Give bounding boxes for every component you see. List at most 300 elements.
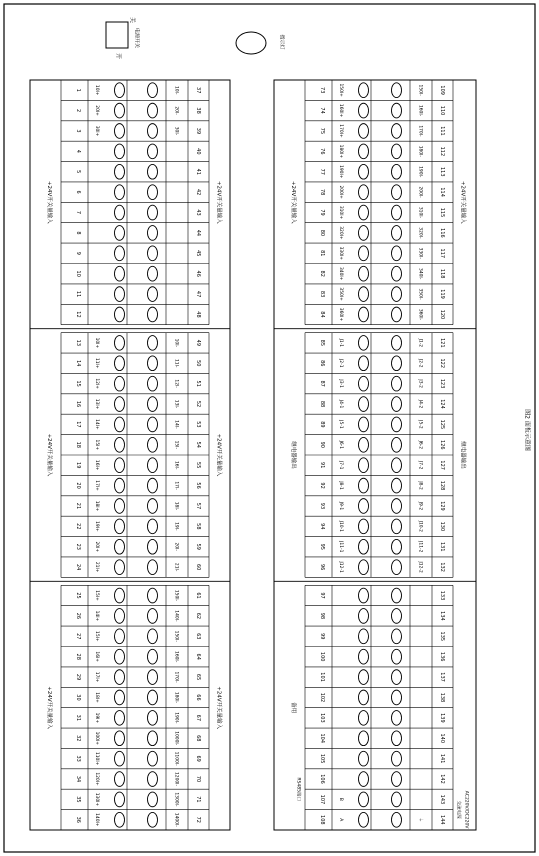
indicator-lamp <box>236 32 266 54</box>
terminal-screw <box>392 772 402 787</box>
terminal-screw <box>115 164 125 179</box>
terminal-screw <box>392 144 402 159</box>
terminal-number: 23 <box>75 543 81 550</box>
terminal-number: 18 <box>75 441 81 448</box>
terminal-number: 143 <box>439 794 445 805</box>
signal-label: 19I+ <box>94 521 99 532</box>
signal-label: 140I+ <box>94 813 99 827</box>
terminal-number: 63 <box>195 633 201 640</box>
terminal-number: 53 <box>195 421 201 428</box>
terminal-number: 72 <box>195 816 201 823</box>
terminal-number: 130 <box>439 521 445 532</box>
terminal-number: 12 <box>75 311 81 318</box>
signal-label: J9-2 <box>417 501 423 511</box>
group-title: +24V开关量输入 <box>46 180 52 224</box>
terminal-screw <box>359 588 369 603</box>
terminal-number: 49 <box>195 339 201 347</box>
terminal-screw <box>148 356 158 371</box>
terminal-screw <box>359 437 369 452</box>
terminal-screw <box>392 226 402 241</box>
signal-label: 120I+ <box>94 772 99 786</box>
terminal-screw <box>148 185 158 200</box>
signal-label: 170I+ <box>338 124 343 138</box>
terminal-screw <box>359 458 369 473</box>
terminal-screw <box>359 356 369 371</box>
terminal-screw <box>392 629 402 644</box>
terminal-screw <box>148 751 158 766</box>
terminal-number: 39 <box>195 127 201 135</box>
terminal-screw <box>392 519 402 534</box>
signal-label: 14I- <box>173 420 179 429</box>
signal-label: J11-2 <box>417 541 423 553</box>
signal-label: J3-2 <box>417 379 423 388</box>
terminal-screw <box>392 164 402 179</box>
terminal-number: 17 <box>75 421 81 428</box>
terminal-number: 64 <box>195 653 201 660</box>
power-switch <box>106 22 128 48</box>
terminal-number: 111 <box>439 126 445 136</box>
signal-label: 17I+ <box>94 480 99 491</box>
signal-label: 100I+ <box>94 731 99 745</box>
terminal-number: 37 <box>195 87 201 94</box>
signal-label: 160I- <box>173 651 179 663</box>
terminal-number: 112 <box>439 146 445 157</box>
terminal-screw <box>392 124 402 139</box>
terminal-screw <box>148 812 158 827</box>
signal-label: 1000I- <box>173 731 179 746</box>
terminal-screw <box>359 266 369 281</box>
terminal-screw <box>392 711 402 726</box>
terminal-screw <box>115 437 125 452</box>
signal-label: 16I+ <box>94 459 99 471</box>
terminal-screw <box>115 609 125 624</box>
terminal-number: 32 <box>75 735 81 742</box>
terminal-screw <box>115 226 125 241</box>
signal-label: 13I+ <box>94 398 99 410</box>
terminal-number: 91 <box>319 462 325 469</box>
terminal-screw <box>392 205 402 220</box>
terminal-screw <box>392 185 402 200</box>
signal-label: 360I- <box>417 308 423 321</box>
terminal-number: 99 <box>319 633 325 640</box>
upper_panel-group_b <box>46 333 224 578</box>
terminal-number: 96 <box>319 563 325 571</box>
terminal-number: 48 <box>195 311 201 318</box>
terminal-number: 33 <box>75 755 81 762</box>
signal-label: J7-2 <box>417 460 423 470</box>
terminal-number: 86 <box>319 360 325 367</box>
terminal-number: 118 <box>439 268 445 279</box>
signal-label: J2-2 <box>417 359 423 368</box>
signal-label: 180I- <box>417 145 423 157</box>
signal-label: 180I+ <box>338 144 343 159</box>
switch-on-label: 开 <box>114 52 122 60</box>
signal-label: 170I- <box>173 671 179 683</box>
terminal-screw <box>359 670 369 685</box>
signal-label: 30I- <box>173 126 179 136</box>
terminal-number: 139 <box>439 713 445 723</box>
terminal-screw <box>392 417 402 432</box>
signal-label: 150I- <box>417 84 423 96</box>
terminal-number: 120 <box>439 309 445 320</box>
signal-label: 200I- <box>417 186 423 198</box>
terminal-screw <box>115 417 125 432</box>
terminal-number: 138 <box>439 692 445 703</box>
terminal-number: 80 <box>319 229 325 237</box>
terminal-screw <box>392 539 402 554</box>
terminal-screw <box>148 287 158 302</box>
signal-label: 20I+ <box>94 105 99 116</box>
signal-label: 19I- <box>173 522 179 531</box>
terminal-number: 122 <box>439 358 445 369</box>
terminal-screw <box>359 560 369 575</box>
lower-terminal-panel <box>274 80 476 830</box>
terminal-number: 51 <box>195 380 201 387</box>
signal-label: J8-1 <box>338 481 343 490</box>
signal-label: 11I- <box>173 359 179 368</box>
terminal-number: 44 <box>195 229 201 237</box>
terminal-number: 1 <box>75 88 81 92</box>
terminal-screw <box>115 144 125 159</box>
terminal-number: 46 <box>195 270 201 277</box>
signal-label: 15I+ <box>94 590 99 601</box>
terminal-screw <box>148 629 158 644</box>
terminal-number: 97 <box>319 592 325 599</box>
signal-label: 150I- <box>173 589 179 602</box>
signal-label: 160I- <box>417 104 423 117</box>
terminal-number: 131 <box>439 541 445 552</box>
terminal-number: 101 <box>319 672 325 682</box>
terminal-number: 141 <box>439 753 445 764</box>
terminal-number: 3 <box>75 129 81 133</box>
terminal-number: 71 <box>195 796 201 803</box>
terminal-number: 128 <box>439 480 445 491</box>
signal-label: 360I+ <box>338 307 343 322</box>
signal-label: 13I- <box>173 399 179 409</box>
terminal-screw <box>359 185 369 200</box>
signal-label: J5-1 <box>338 420 343 429</box>
signal-label: ⏚ <box>417 817 423 823</box>
terminal-number: 114 <box>439 187 445 197</box>
terminal-number: 106 <box>319 774 325 784</box>
terminal-screw <box>148 437 158 452</box>
terminal-number: 136 <box>439 651 445 662</box>
terminal-number: 31 <box>75 714 81 722</box>
signal-label: 200I+ <box>338 185 343 199</box>
terminal-screw <box>359 609 369 624</box>
switch-name: 电源开关 <box>133 27 140 49</box>
terminal-screw <box>115 307 125 322</box>
terminal-screw <box>115 772 125 787</box>
terminal-screw <box>148 417 158 432</box>
signal-label: 130I+ <box>94 792 99 807</box>
terminal-number: 68 <box>195 735 201 742</box>
terminal-number: 21 <box>75 502 81 510</box>
signal-label: J9-1 <box>338 501 343 511</box>
terminal-screw <box>359 246 369 261</box>
terminal-screw <box>359 792 369 807</box>
terminal-screw <box>115 246 125 261</box>
terminal-number: 34 <box>75 775 81 783</box>
terminal-number: 94 <box>319 523 325 530</box>
signal-label: 17I+ <box>94 671 99 683</box>
signal-label: 14I+ <box>94 419 99 430</box>
signal-label: 110I+ <box>94 751 99 766</box>
terminal-screw <box>359 690 369 705</box>
terminal-screw <box>359 731 369 746</box>
terminal-screw <box>115 711 125 726</box>
terminal-number: 67 <box>195 714 201 722</box>
terminal-screw <box>359 478 369 493</box>
terminal-number: 105 <box>319 753 325 764</box>
terminal-number: 28 <box>75 653 81 660</box>
terminal-screw <box>359 287 369 302</box>
terminal-screw <box>115 376 125 391</box>
terminal-screw <box>148 539 158 554</box>
terminal-number: 140 <box>439 733 445 744</box>
terminal-screw <box>392 751 402 766</box>
terminal-number: 76 <box>319 148 325 155</box>
terminal-number: 108 <box>319 815 325 825</box>
terminal-number: 41 <box>195 168 201 175</box>
signal-label: 140I- <box>173 610 179 622</box>
caption-group <box>524 409 532 451</box>
terminal-screw <box>392 376 402 391</box>
terminal-number: 69 <box>195 755 201 762</box>
terminal-number: 102 <box>319 692 325 703</box>
signal-label: 350I- <box>417 288 423 300</box>
terminal-screw <box>148 649 158 664</box>
terminal-screw <box>359 83 369 98</box>
terminal-number: 30 <box>75 694 81 701</box>
top-controls <box>106 17 286 59</box>
signal-label: 190I+ <box>338 165 343 179</box>
terminal-screw <box>392 458 402 473</box>
terminal-screw <box>148 458 158 473</box>
lamp-name: 指示灯 <box>278 34 285 50</box>
terminal-screw <box>392 83 402 98</box>
terminal-number: 16 <box>75 400 81 408</box>
terminal-screw <box>359 226 369 241</box>
terminal-screw <box>392 437 402 452</box>
terminal-screw <box>359 499 369 514</box>
terminal-number: 90 <box>319 441 325 448</box>
terminal-screw <box>392 397 402 412</box>
terminal-screw <box>392 690 402 705</box>
group-title: +24V开关量输入 <box>46 686 52 730</box>
terminal-number: 7 <box>75 210 81 215</box>
signal-label: 11I+ <box>94 357 99 369</box>
terminal-screw <box>115 519 125 534</box>
terminal-number: 126 <box>439 440 445 450</box>
signal-label: A <box>338 818 343 822</box>
terminal-number: 98 <box>319 612 325 620</box>
terminal-number: 19 <box>75 462 81 469</box>
signal-label: 190I- <box>417 166 423 178</box>
power-spec: AC220V/DC220V <box>463 790 469 829</box>
figure-caption: 图2 面板示意图 <box>523 409 531 451</box>
terminal-number: 15 <box>75 380 81 387</box>
terminal-screw <box>115 356 125 371</box>
terminal-number: 2 <box>75 108 81 113</box>
terminal-number: 116 <box>439 228 445 238</box>
terminal-screw <box>359 307 369 322</box>
signal-label: 15I+ <box>94 631 99 642</box>
terminal-screw <box>359 539 369 554</box>
terminal-screw <box>115 588 125 603</box>
terminal-number: 36 <box>75 816 81 823</box>
terminal-screw <box>359 629 369 644</box>
signal-label: J1-1 <box>338 338 343 348</box>
terminal-number: 81 <box>319 250 325 257</box>
terminal-number: 35 <box>75 796 81 803</box>
terminal-number: 54 <box>195 441 201 448</box>
terminal-screw <box>359 164 369 179</box>
terminal-number: 10 <box>75 270 81 277</box>
terminal-screw <box>148 478 158 493</box>
terminal-screw <box>148 246 158 261</box>
terminal-number: 4 <box>75 149 81 153</box>
terminal-number: 95 <box>319 543 325 550</box>
terminal-number: 24 <box>75 563 81 571</box>
terminal-number: 121 <box>439 338 445 348</box>
terminal-screw <box>359 519 369 534</box>
terminal-screw <box>392 560 402 575</box>
terminal-number: 129 <box>439 501 445 511</box>
terminal-number: 134 <box>439 611 445 621</box>
signal-label: 15I+ <box>94 439 99 451</box>
signal-label: 150I+ <box>338 83 343 97</box>
signal-label: 1100I- <box>173 751 179 766</box>
signal-label: J8-2 <box>417 481 423 490</box>
terminal-screw <box>115 185 125 200</box>
terminal-screw <box>115 751 125 766</box>
terminal-number: 59 <box>195 543 201 550</box>
terminal-screw <box>115 266 125 281</box>
signal-label: 310I+ <box>338 205 343 220</box>
signal-label: 18I- <box>173 501 179 511</box>
terminal-number: 56 <box>195 482 201 489</box>
terminal-screw <box>115 690 125 705</box>
signal-label: J1-2 <box>417 338 423 348</box>
signal-label: 18I+ <box>94 500 99 512</box>
terminal-screw <box>148 83 158 98</box>
terminal-screw <box>359 144 369 159</box>
terminal-number: 42 <box>195 188 201 196</box>
terminal-screw <box>148 266 158 281</box>
signal-label: 10I- <box>173 338 179 348</box>
group-title: 备用 <box>290 702 296 714</box>
signal-label: 340I+ <box>338 267 343 281</box>
signal-label: 10I+ <box>94 337 99 349</box>
group-title: 继电器输出 <box>290 441 296 469</box>
terminal-screw <box>148 670 158 685</box>
terminal-number: 57 <box>195 502 201 510</box>
terminal-screw <box>115 458 125 473</box>
terminal-screw <box>148 560 158 575</box>
terminal-screw <box>148 588 158 603</box>
terminal-number: 100 <box>319 651 325 662</box>
terminal-screw <box>115 812 125 827</box>
terminal-screw <box>148 103 158 118</box>
group-title: +24V开关量输入 <box>215 686 222 730</box>
terminal-number: 127 <box>439 460 445 470</box>
terminal-number: 22 <box>75 523 81 530</box>
signal-label: 1200I- <box>173 771 179 787</box>
group-title: +24V开关量输入 <box>459 180 466 224</box>
signal-label: 15I- <box>173 440 179 450</box>
terminal-screw <box>392 649 402 664</box>
terminal-number: 43 <box>195 209 201 216</box>
terminal-screw <box>359 751 369 766</box>
signal-label: J2-1 <box>338 359 343 368</box>
signal-label: 18I+ <box>94 692 99 703</box>
group-title: +24V开关量输入 <box>215 433 222 477</box>
terminal-number: 13 <box>75 339 81 347</box>
terminal-screw <box>392 731 402 746</box>
terminal-number: 5 <box>75 170 81 174</box>
terminal-number: 25 <box>75 592 81 599</box>
terminal-screw <box>115 336 125 351</box>
lower_panel-group_b <box>290 333 468 578</box>
terminal-screw <box>359 812 369 827</box>
terminal-number: 113 <box>439 166 445 177</box>
signal-label: 1400I- <box>173 812 179 827</box>
terminal-screw <box>148 690 158 705</box>
signal-label: 30I+ <box>94 125 99 137</box>
terminal-screw <box>359 772 369 787</box>
signal-label: 10I+ <box>94 84 99 96</box>
terminal-screw <box>392 670 402 685</box>
terminal-screw <box>115 670 125 685</box>
terminal-number: 89 <box>319 421 325 428</box>
signal-label: J6-1 <box>338 440 343 450</box>
signal-label: 160I+ <box>338 103 343 118</box>
signal-label: 320I+ <box>338 226 343 240</box>
signal-label: J10-1 <box>338 520 343 532</box>
terminal-screw <box>148 144 158 159</box>
terminal-screw <box>359 376 369 391</box>
terminal-number: 87 <box>319 380 325 387</box>
signal-label: J12-1 <box>338 561 343 573</box>
signal-label: 17I- <box>173 481 179 490</box>
terminal-number: 133 <box>439 590 445 601</box>
signal-label: 350I+ <box>338 287 343 301</box>
terminal-number: 29 <box>75 673 81 681</box>
terminal-screw <box>115 539 125 554</box>
terminal-number: 93 <box>319 502 325 510</box>
terminal-number: 132 <box>439 562 445 572</box>
terminal-screw <box>115 629 125 644</box>
signal-label: 12I+ <box>94 378 99 389</box>
lower_panel-group_a <box>290 80 468 325</box>
signal-label: J7-1 <box>338 460 343 470</box>
terminal-screw <box>115 124 125 139</box>
terminal-screw <box>359 417 369 432</box>
terminal-number: 58 <box>195 523 201 530</box>
terminal-screw <box>392 103 402 118</box>
terminal-number: 135 <box>439 631 445 642</box>
group-title: +24V开关量输入 <box>290 180 296 224</box>
terminal-number: 92 <box>319 482 325 489</box>
terminal-screw <box>392 588 402 603</box>
terminal-number: 83 <box>319 290 325 298</box>
terminal-screw <box>392 609 402 624</box>
signal-label: J4-2 <box>417 399 423 409</box>
terminal-number: 74 <box>319 107 325 114</box>
terminal-screw <box>148 307 158 322</box>
terminal-screw <box>392 356 402 371</box>
